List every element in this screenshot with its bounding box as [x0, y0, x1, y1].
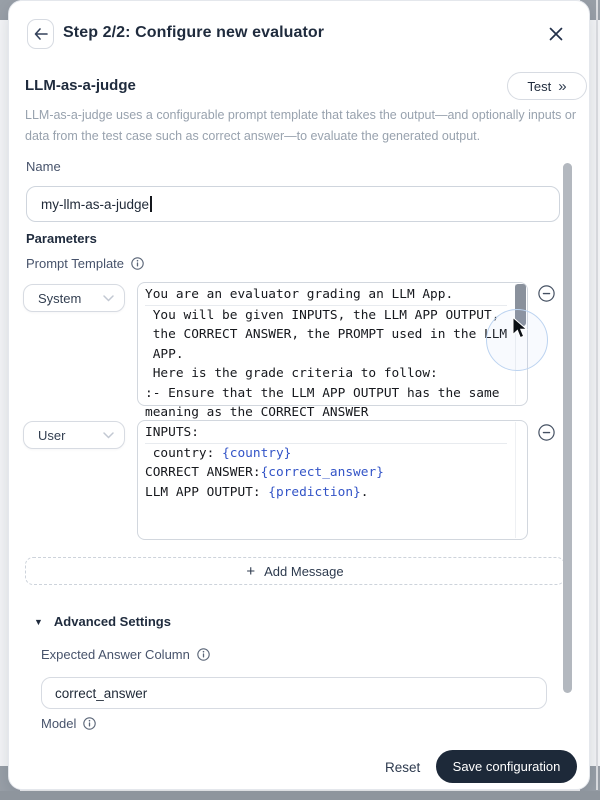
system-prompt-textarea[interactable] [137, 282, 528, 420]
model-label: Model [41, 716, 77, 731]
role-select-value: User [38, 427, 66, 443]
plus-icon: + [246, 562, 256, 580]
textarea-scrollbar-gutter [515, 422, 516, 538]
name-input[interactable] [26, 186, 560, 222]
close-icon [549, 27, 563, 41]
backdrop-bottom-band [0, 791, 600, 800]
textarea-scrollbar-thumb[interactable] [515, 284, 526, 326]
add-message-label: Add Message [264, 563, 344, 579]
reset-button[interactable]: Reset [385, 759, 421, 775]
info-icon[interactable] [197, 648, 210, 661]
name-input-value: my-llm-as-a-judge [41, 196, 150, 212]
dialog-title: Step 2/2: Configure new evaluator [63, 24, 325, 41]
test-button[interactable] [507, 72, 587, 100]
configure-evaluator-dialog [8, 0, 590, 790]
advanced-settings-label: Advanced Settings [53, 614, 171, 629]
chevron-down-icon [103, 295, 114, 302]
parameters-heading: Parameters [26, 231, 97, 246]
triangle-down-icon: ▼ [34, 616, 43, 627]
double-chevron-right-icon: » [558, 77, 567, 95]
message-role-select-system[interactable] [23, 284, 125, 312]
evaluator-type-heading: LLM-as-a-judge [25, 77, 136, 94]
role-select-value: System [38, 290, 82, 306]
back-button[interactable] [27, 19, 54, 49]
user-prompt-text: INPUTS: country: {country} CORRECT ANSWER:{correct_answer} LLM APP OUTPUT: {prediction}. [145, 423, 507, 502]
test-button-label: Test [527, 78, 552, 94]
system-prompt-text: You are an evaluator grading an LLM App. You will be given INPUTS, the LLM APP OUTPUT, the CORRECT ANSWER, the PROMPT used in the LLM APP. Here is the grade criteria to follow: :- Ensure that the LLM APP OUTPUT has the same meaning as the CORRECT ANSWER [145, 287, 508, 420]
expected-answer-column-row [41, 647, 210, 662]
remove-user-message-button[interactable] [538, 424, 555, 441]
save-configuration-button[interactable]: Save configuration [436, 750, 577, 783]
prompt-template-label: Prompt Template [26, 256, 125, 271]
expected-answer-column-label: Expected Answer Column [41, 647, 190, 662]
name-label: Name [26, 159, 61, 174]
minus-circle-icon [538, 424, 555, 441]
expected-answer-column-input[interactable] [41, 677, 547, 709]
dialog-scrollbar-thumb[interactable] [563, 163, 572, 693]
remove-system-message-button[interactable] [538, 285, 555, 302]
message-role-select-user[interactable] [23, 421, 125, 449]
page-scrollbar-track [596, 0, 598, 790]
advanced-settings-toggle[interactable] [34, 614, 171, 629]
info-icon[interactable] [83, 717, 96, 730]
info-icon[interactable] [131, 257, 144, 270]
close-button[interactable] [543, 21, 569, 47]
arrow-left-icon [34, 28, 48, 40]
prompt-template-row [26, 256, 144, 271]
add-message-button[interactable] [25, 557, 565, 585]
model-row [41, 716, 96, 731]
chevron-down-icon [103, 432, 114, 439]
text-caret [150, 196, 152, 212]
expected-answer-column-value: correct_answer [55, 685, 148, 701]
user-prompt-textarea[interactable] [137, 420, 528, 540]
minus-circle-icon [538, 285, 555, 302]
evaluator-description: LLM-as-a-judge uses a configurable prompt template that takes the output—and optionally inputs or data from the test case such as correct answer—to evaluate the generated output. [25, 108, 577, 143]
